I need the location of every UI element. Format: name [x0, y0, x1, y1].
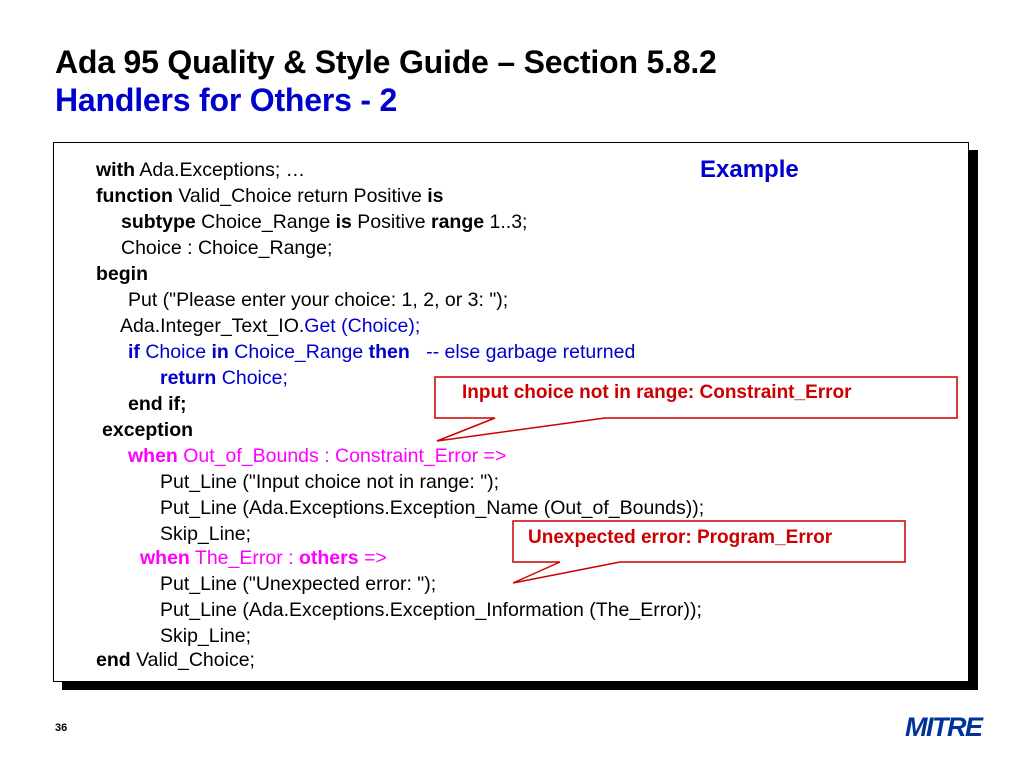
code-line-14: Put_Line (Ada.Exceptions.Exception_Name (Out_of_Bounds));: [160, 497, 705, 519]
code-line-18: Put_Line (Ada.Exceptions.Exception_Information (The_Error));: [160, 599, 702, 621]
code-text: Choice: [139, 341, 212, 363]
code-line-17: Put_Line ("Unexpected error: ");: [160, 573, 437, 595]
keyword: is: [427, 185, 444, 207]
keyword: end: [96, 649, 131, 671]
code-text: Choice;: [216, 367, 288, 389]
code-text: =>: [358, 547, 387, 569]
code-text: Ada.Integer_Text_IO.: [120, 315, 305, 337]
code-text-blue: Get (Choice);: [304, 315, 421, 337]
callout-constraint-error: Input choice not in range: Constraint_Error: [462, 382, 852, 403]
code-text: Choice_Range: [195, 211, 336, 233]
page-number: 36: [55, 722, 68, 734]
keyword: return: [160, 367, 217, 389]
example-label: Example: [700, 156, 799, 183]
keyword: if: [128, 341, 140, 363]
keyword: in: [211, 341, 229, 363]
code-line-11: exception: [102, 419, 194, 441]
code-text: Ada.Exceptions; …: [135, 159, 306, 181]
code-text: Out_of_Bounds : Constraint_Error =>: [177, 445, 507, 467]
keyword: with: [96, 159, 135, 181]
code-text: Valid_Choice return Positive: [172, 185, 428, 207]
slide-subtitle: Handlers for Others - 2: [55, 82, 398, 118]
code-text: Choice_Range: [228, 341, 369, 363]
keyword: range: [431, 211, 485, 233]
code-comment: -- else garbage returned: [409, 341, 636, 363]
keyword: function: [96, 185, 173, 207]
keyword: when: [140, 547, 190, 569]
code-text: Positive: [351, 211, 431, 233]
keyword: others: [298, 547, 359, 569]
code-line-6: Put ("Please enter your choice: 1, 2, or 3: ");: [128, 289, 509, 311]
keyword: is: [335, 211, 352, 233]
mitre-logo: MITRE: [905, 712, 982, 742]
code-text: Valid_Choice;: [130, 649, 255, 671]
code-line-19: Skip_Line;: [160, 625, 252, 647]
keyword: when: [128, 445, 178, 467]
code-line-13: Put_Line ("Input choice not in range: ");: [160, 471, 500, 493]
code-text: The_Error :: [189, 547, 299, 569]
code-line-15: Skip_Line;: [160, 523, 252, 545]
keyword: then: [368, 341, 410, 363]
keyword: subtype: [121, 211, 196, 233]
code-line-5: begin: [96, 263, 148, 285]
callout-program-error: Unexpected error: Program_Error: [528, 527, 833, 548]
slide-title: Ada 95 Quality & Style Guide – Section 5.8.2: [55, 44, 717, 80]
code-text: 1..3;: [484, 211, 528, 233]
code-line-10: end if;: [128, 393, 187, 415]
code-line-4: Choice : Choice_Range;: [121, 237, 333, 259]
